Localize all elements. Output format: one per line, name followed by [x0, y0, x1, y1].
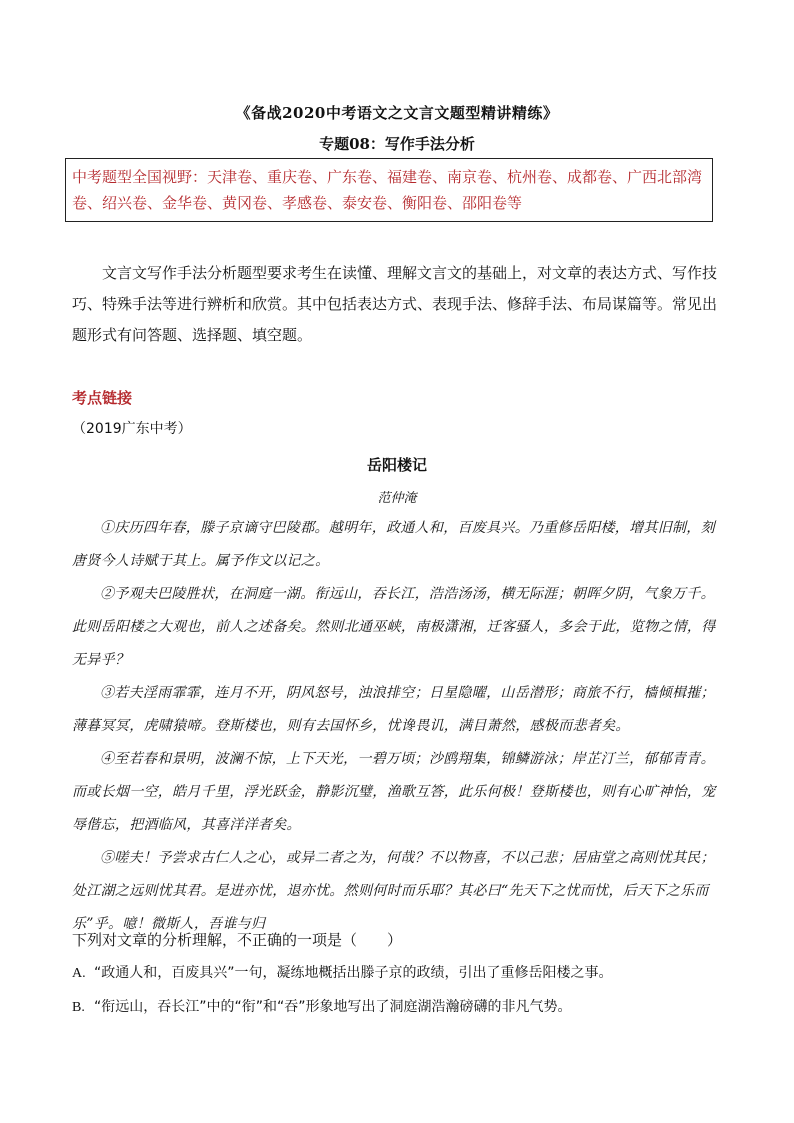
option-text: “政通人和，百废具兴”一句，凝练地概括出滕子京的政绩，引出了重修岳阳楼之事。 [94, 965, 613, 981]
essay-paragraph: ④至若春和景明，波澜不惊，上下天光，一碧万顷；沙鸥翔集，锦鳞游泳；岸芷汀兰，郁郁青青。而或长烟一空，皓月千里，浮光跃金，静影沉璧，渔歌互答，此乐何极！登斯楼也，则有心旷神怡，宠辱偕忘，把酒临风，其喜洋洋者矣。 [72, 751, 716, 833]
essay-paragraph: ③若夫淫雨霏霏，连月不开，阴风怒号，浊浪排空；日星隐曜，山岳潜形；商旅不行，樯倾楫摧；薄暮冥冥，虎啸猿啼。登斯楼也，则有去国怀乡，忧谗畏讥，满目萧然，感极而悲者矣。 [72, 685, 715, 734]
essay-author: 范仲淹 [377, 491, 417, 506]
option-b [72, 996, 572, 1016]
essay-body [72, 512, 724, 941]
option-letter: A. [72, 966, 86, 981]
exam-scope-box [65, 158, 713, 222]
essay-paragraph: ⑤嗟夫！予尝求古仁人之心，或异二者之为，何哉？不以物喜，不以己悲；居庙堂之高则忧其民；处江湖之远则忧其君。是进亦忧，退亦忧。然则何时而乐耶？其必曰“先天下之忧而忧，后天下之乐而乐”乎。噫！微斯人，吾谁与归 [72, 850, 715, 932]
intro-paragraph: 文言文写作手法分析题型要求考生在读懂、理解文言文的基础上，对文章的表达方式、写作技巧、特殊手法等进行辨析和欣赏。其中包括表达方式、表现手法、修辞手法、布局谋篇等。常见出题形式有问答题、选择题、填空题。 [72, 264, 718, 344]
section-heading: 考点链接 [72, 389, 133, 407]
essay-paragraph: ①庆历四年春，滕子京谪守巴陵郡。越明年，政通人和，百废具兴。乃重修岳阳楼，增其旧制，刻唐贤今人诗赋于其上。属予作文以记之。 [72, 520, 715, 569]
option-text: “衔远山，吞长江”中的“衔”和“吞”形象地写出了洞庭湖浩瀚磅礴的非凡气势。 [94, 999, 572, 1015]
option-a [72, 962, 613, 982]
source-note: （2019广东中考） [72, 421, 192, 437]
exam-scope-text: 中考题型全国视野：天津卷、重庆卷、广东卷、福建卷、南京卷、杭州卷、成都卷、广西北部湾卷、绍兴卷、金华卷、黄冈卷、孝感卷、泰安卷、衡阳卷、邵阳卷等 [72, 168, 703, 212]
document-title: 《备战2020中考语文之文言文题型精讲精练》 [235, 104, 559, 122]
question-stem: 下列对文章的分析理解，不正确的一项是（ ） [72, 931, 403, 949]
essay-paragraph: ②予观夫巴陵胜状，在洞庭一湖。衔远山，吞长江，浩浩汤汤，横无际涯；朝晖夕阴，气象万千。此则岳阳楼之大观也，前人之述备矣。然则北通巫峡，南极潇湘，迁客骚人，多会于此，览物之情，得无异乎？ [72, 586, 716, 668]
document-subtitle: 专题08：写作手法分析 [319, 135, 475, 153]
option-letter: B. [72, 1000, 85, 1015]
essay-title: 岳阳楼记 [366, 456, 427, 474]
